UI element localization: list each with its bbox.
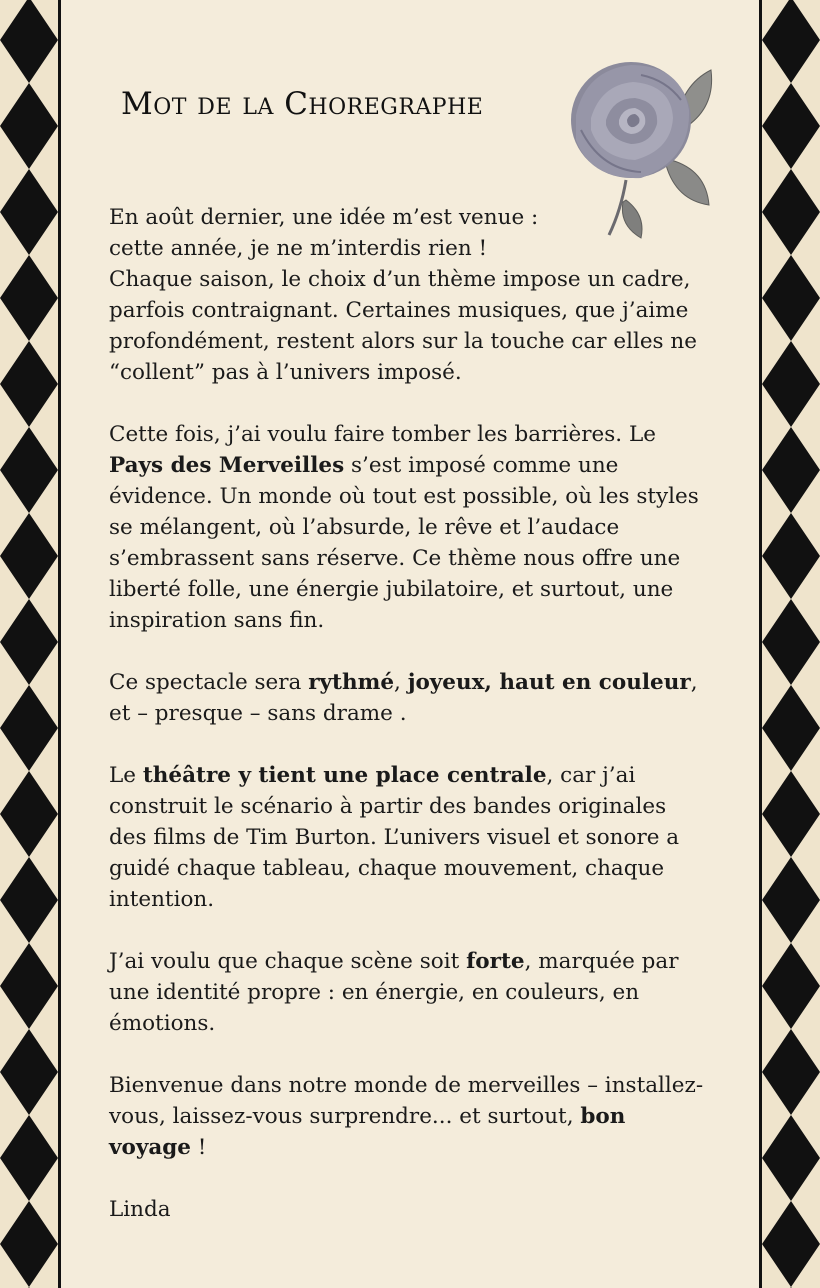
paragraph: [109, 202, 709, 388]
border-diamond: [0, 1115, 58, 1201]
border-diamond: [762, 1115, 820, 1201]
border-diamond: [0, 513, 58, 599]
text-run: , car j’ai construit le scénario à partir des bandes originales des films de Tim Burton. L’univers visuel et sonore a guidé chaque tableau, chaque mouvement, chaque intention.: [109, 763, 680, 912]
paragraph: [109, 1070, 709, 1163]
border-diamond: [0, 427, 58, 513]
text-run: cette année, je ne m’interdis rien !: [109, 236, 488, 261]
border-diamond: [0, 1029, 58, 1115]
emphasized-text: bon voyage: [109, 1104, 626, 1160]
letter-page: [61, 0, 759, 1288]
border-diamond: [762, 1201, 820, 1287]
border-diamond: [762, 169, 820, 255]
text-run: En août dernier, une idée m’est venue :: [109, 205, 539, 230]
text-run: Le: [109, 763, 143, 788]
border-diamond: [762, 255, 820, 341]
paragraph: [109, 946, 709, 1039]
signature: Linda: [109, 1197, 171, 1222]
emphasized-text: Pays des Merveilles: [109, 453, 345, 478]
emphasized-text: théâtre y tient une place centrale: [142, 763, 547, 788]
text-run: J’ai voulu que chaque scène soit: [109, 949, 467, 974]
text-run: Bienvenue dans notre monde de merveilles – installez-vous, laissez-vous surprendre... et surtout,: [109, 1073, 704, 1129]
border-diamond: [0, 83, 58, 169]
border-diamond: [762, 943, 820, 1029]
emphasized-text: forte: [466, 949, 525, 974]
text-run: Chaque saison, le choix d’un thème impose un cadre, parfois contraignant. Certaines musiques, que j’aime profondément, restent alors sur la touche car elles ne “collent” pas à l’univers imposé.: [109, 267, 697, 385]
emphasized-text: joyeux, haut en couleur: [407, 670, 691, 695]
emphasized-text: rythmé: [308, 670, 395, 695]
left-diamond-border: [0, 0, 61, 1288]
letter-body: [109, 202, 709, 1256]
text-run: Cette fois, j’ai voulu faire tomber les barrières. Le: [109, 422, 656, 447]
border-diamond: [762, 427, 820, 513]
text-run: !: [190, 1135, 207, 1160]
paragraph: [109, 760, 709, 915]
text-run: , marquée par une identité propre : en énergie, en couleurs, en émotions.: [109, 949, 679, 1036]
border-diamond: [762, 685, 820, 771]
border-diamond: [762, 857, 820, 943]
border-diamond: [762, 599, 820, 685]
text-run: , et – presque – sans drame .: [109, 670, 698, 726]
paragraph: [109, 667, 709, 729]
text-run: ,: [394, 670, 408, 695]
text-run: Ce spectacle sera: [109, 670, 309, 695]
border-diamond: [0, 857, 58, 943]
paragraph: [109, 419, 709, 636]
border-diamond: [0, 685, 58, 771]
page-title: Mot de la Choregraphe: [121, 86, 484, 122]
border-diamond: [762, 1029, 820, 1115]
border-diamond: [762, 771, 820, 857]
right-diamond-border: [759, 0, 820, 1288]
border-diamond: [762, 513, 820, 599]
border-diamond: [762, 341, 820, 427]
border-diamond: [762, 83, 820, 169]
border-diamond: [0, 341, 58, 427]
border-diamond: [0, 943, 58, 1029]
border-diamond: [0, 0, 58, 83]
border-diamond: [0, 771, 58, 857]
border-diamond: [0, 599, 58, 685]
border-diamond: [762, 0, 820, 83]
text-run: s’est imposé comme une évidence. Un monde où tout est possible, où les styles se mélangent, où l’absurde, le rêve et l’audace s’embrassent sans réserve. Ce thème nous offre une liberté folle, une énergie jubilatoire, et surtout, une inspiration sans fin.: [109, 453, 699, 633]
border-diamond: [0, 1201, 58, 1287]
border-diamond: [0, 169, 58, 255]
border-diamond: [0, 255, 58, 341]
